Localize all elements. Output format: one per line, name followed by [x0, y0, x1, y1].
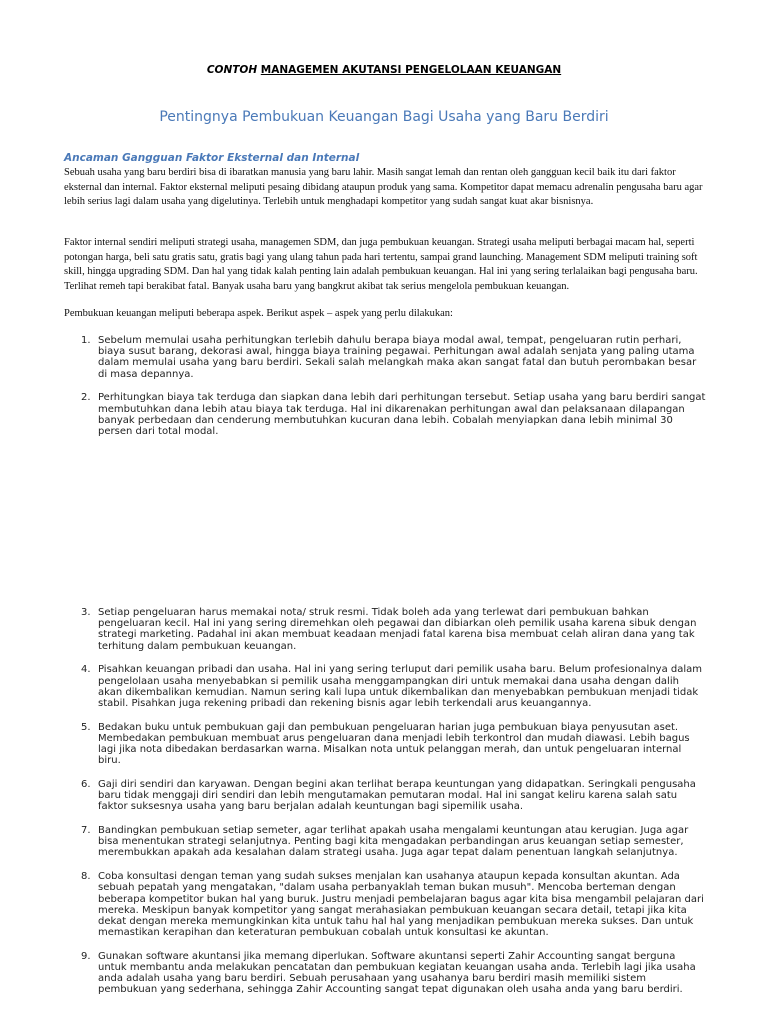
- list-item-text: Bandingkan pembukuan setiap semeter, agar terlihat apakah usaha mengalami keuntungan atau kerugian. Juga agar bisa menentukan strategi selanjutnya. Penting bagi kita mengadakan perbandingan arus keuangan setiap semester, merembukkan apakah ada kesalahan dalam strategi usaha. Juga agar tepat dalam penentuan langkah selanjutnya.: [98, 825, 689, 859]
- list-item-number: 8.: [81, 871, 91, 883]
- list-item-text: Sebelum memulai usaha perhitungkan terlebih dahulu berapa biaya modal awal, tempat, pengeluaran rutin perhari, biaya susut barang, dekorasi awal, hingga biaya training pegawai. Perhitungan awal adalah senjata yang paling utama dalam memulai usaha yang baru berdiri. Sekali salah melangkah maka akan sangat fatal dan butuh perombakan besar di masa depannya.: [98, 335, 697, 380]
- list-item-number: 2.: [81, 392, 91, 404]
- list-item: [0, 779, 768, 813]
- list-item: [0, 951, 768, 996]
- list-item-number: 7.: [81, 825, 91, 837]
- paragraph-internal-factors: Faktor internal sendiri meliputi strategi usaha, managemen SDM, dan juga pembukuan keuangan. Strategi usaha meliputi berbagai macam hal, seperti potongan harga, beli satu gratis satu, gratis bagi yang ulang tahun pada hari tertentu, sampai grand launching. Management SDM meliputi training soft skill, hingga upgrading SDM. Dan hal yang tidak kalah penting lain adalah pembukuan keuangan. Hal ini yang sering terlalaikan bagi pengusaha baru. Terlihat remeh tapi berakibat fatal. Banyak usaha baru yang bangkrut akibat tak serius mengelola pembukuan keuangan.: [64, 237, 698, 292]
- list-item: [0, 722, 768, 767]
- list-item: [0, 335, 768, 380]
- header-italic-prefix: CONTOH: [206, 64, 258, 76]
- list-item-text: Gaji diri sendiri dan karyawan. Dengan begini akan terlihat berapa keuntungan yang didapatkan. Seringkali pengusaha baru tidak menggaji diri sendiri dan lebih mengutamakan pemutaran modal. Hal ini sangat keliru karena salah satu faktor suksesnya usaha yang baru berjalan adalah keuntungan bagi sipemilik usaha.: [98, 778, 696, 813]
- section-heading: Ancaman Gangguan Faktor Eksternal dan Internal: [64, 152, 360, 164]
- list-item-number: 1.: [81, 335, 91, 346]
- list-item-number: 6.: [81, 778, 91, 790]
- aspect-list-part-2: [0, 607, 768, 1008]
- list-item-text: Bedakan buku untuk pembukuan gaji dan pembukuan pengeluaran harian juga pembukuan biaya penyusutan aset. Membedakan pembukuan membuat arus pengeluaran dana menjadi lebih terkontrol dan mudah diawasi. Lebih bagus lagi jika nota dibedakan berdasarkan warna. Misalkan nota untuk pelanggan merah, dan untuk pengeluaran internal biru.: [98, 721, 690, 767]
- list-item-number: 4.: [81, 664, 91, 676]
- list-item-text: Coba konsultasi dengan teman yang sudah sukses menjalan kan usahanya ataupun kepada konsultan akuntan. Ada sebuah pepatah yang mengatakan, "dalam usaha perbanyaklah teman bukan musuh". Mencoba berteman dengan beberapa kompetitor bukan hal yang buruk. Justru menjadi pembelajaran bagus agar kita bisa mengambil pelajaran dari mereka. Meskipun banyak kompetitor yang sangat merahasiakan pembukuan keuangan secara detail, tetapi jika kita dekat dengan mereka memungkinkan kita untuk tahu hal hal yang menjadikan pembukuan mereka sukses. Dan untuk memastikan kerapihan dan keteraturan pembukuan cobalah untuk konsultasi ke akuntan.: [98, 871, 704, 939]
- list-item-text: Gunakan software akuntansi jika memang diperlukan. Software akuntansi seperti Zahir Accounting sangat berguna untuk membantu anda melakukan pencatatan dan pembukuan kegiatan keuangan usaha anda. Terlebih lagi jika usaha anda adalah usaha yang baru berdiri. Sebuah perusahaan yang usahanya baru berdiri masih memiliki sistem pembukuan yang sederhana, sehingga Zahir Accounting sangat tepat digunakan oleh usaha anda yang baru berdiri.: [98, 950, 696, 996]
- list-item-number: 9.: [81, 950, 91, 962]
- list-item: [0, 664, 768, 709]
- list-item-text: Setiap pengeluaran harus memakai nota/ struk resmi. Tidak boleh ada yang terlewat dari pembukuan bahkan pengeluaran kecil. Hal ini yang sering diremehkan oleh pegawai dan dibiarkan oleh pemilik usaha karena sibuk dengan strategi marketing. Padahal ini akan membuat keadaan menjadi fatal karena bisa membuat celah aliran dana yang tak terhitung dalam pembukuan keuangan.: [98, 607, 697, 652]
- document-header: [0, 64, 768, 76]
- list-item-text: Pisahkan keuangan pribadi dan usaha. Hal ini yang sering terluput dari pemilik usaha baru. Belum profesionalnya dalam pengelolaan usaha menyebabkan si pemilik usaha menggampangkan diri untuk memakai dana usaha dengan dalih akan dikembalikan kemudian. Namun sering kali lupa untuk dikembalikan dan menyebabkan pembukuan menjadi tidak stabil. Pisahkan juga rekening pribadi dan rekening bisnis agar lebih terkendali arus keuangannya.: [98, 664, 703, 709]
- list-item-number: 3.: [81, 607, 91, 618]
- paragraph-aspects-lead: Pembukuan keuangan meliputi beberapa aspek. Berikut aspek – aspek yang perlu dilakukan:: [64, 308, 453, 319]
- list-item: [0, 871, 768, 938]
- aspect-list-part-1: [0, 335, 768, 450]
- list-item: [0, 607, 768, 652]
- list-item: [0, 392, 768, 437]
- list-item: [0, 825, 768, 859]
- paragraph-intro: Sebuah usaha yang baru berdiri bisa di ibaratkan manusia yang baru lahir. Masih sangat lemah dan rentan oleh gangguan kecil baik itu dari faktor eksternal dan internal. Faktor eksternal meliputi pesaing dibidang ataupun produk yang sama. Kompetitor dapat memacu adrenalin pengusaha baru agar lebih serius lagi dalam usaha yang digelutinya. Terlebih untuk menghadapi kompetitor yang sudah sangat kuat akar bisnisnya.: [64, 167, 703, 207]
- document-title: Pentingnya Pembukuan Keuangan Bagi Usaha yang Baru Berdiri: [159, 109, 609, 125]
- list-item-number: 5.: [81, 721, 91, 733]
- header-underlined-title: MANAGEMEN AKUTANSI PENGELOLAAN KEUANGAN: [260, 64, 562, 76]
- list-item-text: Perhitungkan biaya tak terduga dan siapkan dana lebih dari perhitungan tersebut. Setiap usaha yang baru berdiri sangat membutuhkan dana lebih atau biaya tak terduga. Hal ini dikarenakan perhitungan awal dan pelaksanaan dilapangan banyak perbedaan dan cenderung membutuhkan kucuran dana lebih. Cobalah menyiapkan dana lebih minimal 30 persen dari total modal.: [98, 392, 706, 437]
